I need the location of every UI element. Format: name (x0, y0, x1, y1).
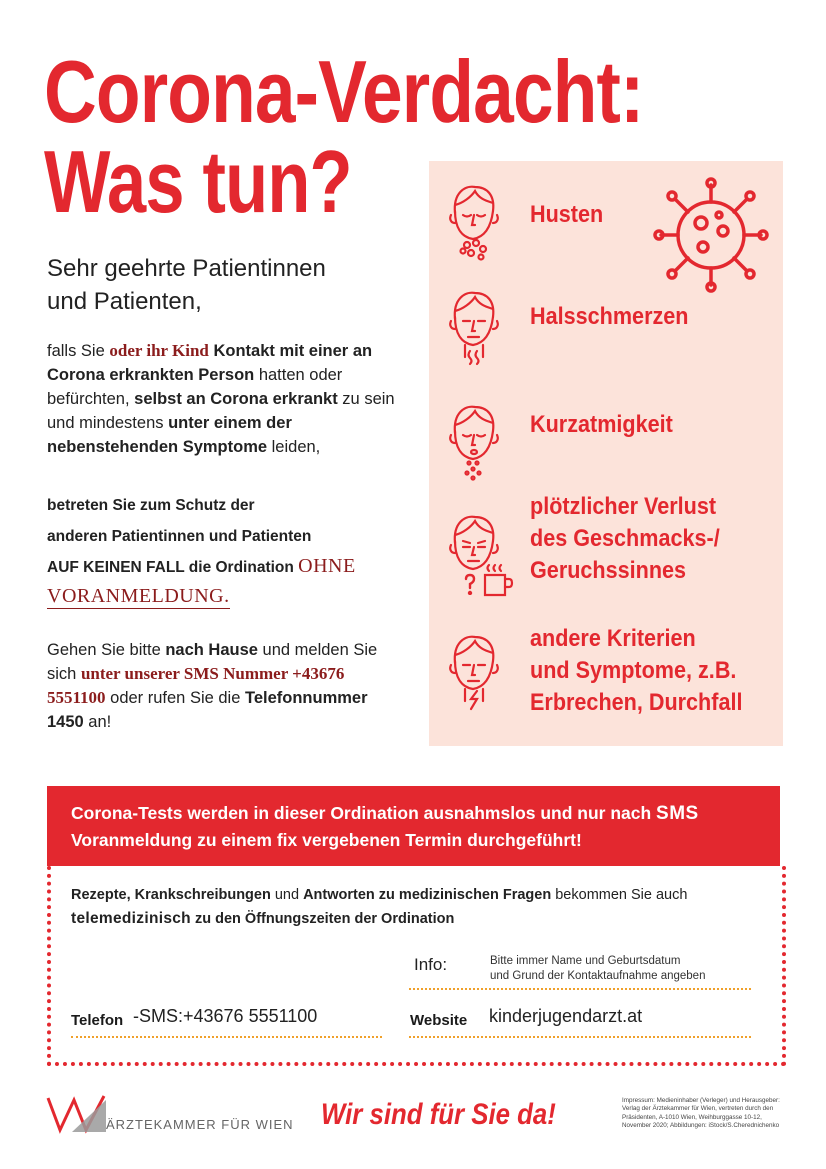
notice-line-2: Voranmeldung zu einem fix vergebenen Termin durchgeführt! (71, 830, 582, 850)
symptom-label-line: plötzlicher Verlust (530, 493, 717, 520)
info-label: Info: (414, 955, 448, 974)
coffee-cup-icon (481, 563, 515, 599)
phone-label: Telefon (71, 1012, 124, 1029)
p2-line-3: AUF KEINEN FALL die Ordination (47, 559, 299, 576)
text-span: bekommen Sie auch (551, 887, 688, 903)
text-span: zu sein und mindestens (47, 390, 395, 432)
notice-text (71, 800, 699, 853)
phone-underline (71, 1036, 382, 1038)
symptom-label-line: und Symptome, z.B. (530, 657, 737, 684)
phone-value[interactable]: -SMS:+43676 5551100 (133, 1006, 318, 1026)
text-span-bold: zu den Öffnungszeiten der Ordination (190, 911, 455, 927)
text-span: Gehen Sie bitte (47, 641, 166, 659)
sore-throat-face-icon (441, 285, 505, 369)
text-span-bold: Antworten zu medizinischen Fragen (303, 887, 552, 903)
text-span-bold: unter einem der nebenstehenden Symptome (47, 414, 292, 456)
text-span: oder rufen Sie die (105, 689, 245, 707)
website-underline (409, 1036, 751, 1038)
p2-line-2: anderen Patientinnen und Patienten (47, 528, 312, 545)
slogan: Wir sind für Sie da! (321, 1098, 556, 1131)
website-label: Website (410, 1012, 468, 1029)
p2-emphasis: OHNE (298, 555, 356, 577)
symptom-label: Husten (530, 201, 604, 228)
symptom-label-line: Geruchssinnes (530, 557, 687, 584)
aerztekammer-logo-icon (46, 1094, 108, 1134)
notice-banner (47, 786, 780, 866)
text-span: falls Sie (47, 342, 110, 360)
intro-paragraph-2 (47, 490, 417, 613)
short-breath-face-icon (441, 399, 505, 483)
intro-paragraph-1 (47, 339, 402, 459)
website-link[interactable]: kinderjugendarzt.at (489, 1006, 643, 1026)
symptom-label: Kurzatmigkeit (530, 411, 673, 438)
text-span-highlight: oder ihr Kind (109, 341, 209, 360)
imprint: Impressum: Medieninhaber (Verleger) und Herausgeber: Verlag der Ärztekammer für Wien, vertreten durch den Präsidenten, A-1010 Wien, Weihburggasse 10-12, November 2020; Abbildungen: iStock/S.Cherednichenko (622, 1097, 780, 1129)
symptom-label-multi (530, 491, 720, 587)
other-symptoms-face-icon (441, 629, 505, 713)
text-span-bold: Rezepte, Krankschreibungen (71, 887, 271, 903)
text-span: und (270, 887, 304, 903)
telemedicine-text (71, 884, 687, 931)
text-span-bold: Telefonnummer 1450 (47, 689, 368, 731)
p2-line-1: betreten Sie zum Schutz der (47, 497, 255, 514)
headline-line-1: Corona-Verdacht: (44, 42, 644, 141)
greeting-line-2: und Patienten, (47, 288, 202, 315)
symptom-label-line: andere Kriterien (530, 625, 696, 652)
sms-number-highlight: unter unserer SMS Nummer +43676 5551100 (47, 664, 345, 707)
org-name: ÄRZTEKAMMER FÜR WIEN (106, 1117, 294, 1132)
symptoms-panel (429, 161, 783, 746)
notice-line-1: Corona-Tests werden in dieser Ordination ausnahmslos und nur nach (71, 803, 657, 823)
symptom-label-line: des Geschmacks-/ (530, 525, 720, 552)
text-span-bold: Kontakt mit einer an Corona erkrankten Person (47, 342, 373, 384)
headline-line-2: Was tun? (44, 132, 352, 231)
text-span-bold: telemedizinisch (71, 910, 191, 927)
symptom-label-multi (530, 623, 742, 719)
symptom-label-line: Erbrechen, Durchfall (530, 689, 743, 716)
greeting (47, 252, 326, 318)
p2-emphasis-line-2: VORANMELDUNG. (47, 585, 230, 607)
info-underline (409, 988, 751, 990)
text-span: hatten oder befürchten, (47, 366, 343, 408)
intro-paragraph-3 (47, 638, 395, 734)
coughing-face-icon (441, 179, 505, 263)
question-mark-icon (463, 573, 477, 595)
text-span-bold: nach Hause (165, 641, 258, 659)
text-span: und melden Sie sich (47, 641, 378, 683)
info-line-1: Bitte immer Name und Geburtsdatum (490, 955, 681, 967)
virus-icon (651, 175, 771, 295)
text-span: an! (83, 713, 112, 731)
greeting-line-1: Sehr geehrte Patientinnen (47, 255, 326, 282)
text-span-bold: selbst an Corona erkrankt (134, 390, 338, 408)
info-text (490, 954, 705, 984)
notice-sms-word: SMS (656, 803, 699, 824)
info-line-2: und Grund der Kontaktaufnahme angeben (490, 970, 706, 982)
symptom-label: Halsschmerzen (530, 303, 689, 330)
text-span: leiden, (267, 438, 321, 456)
